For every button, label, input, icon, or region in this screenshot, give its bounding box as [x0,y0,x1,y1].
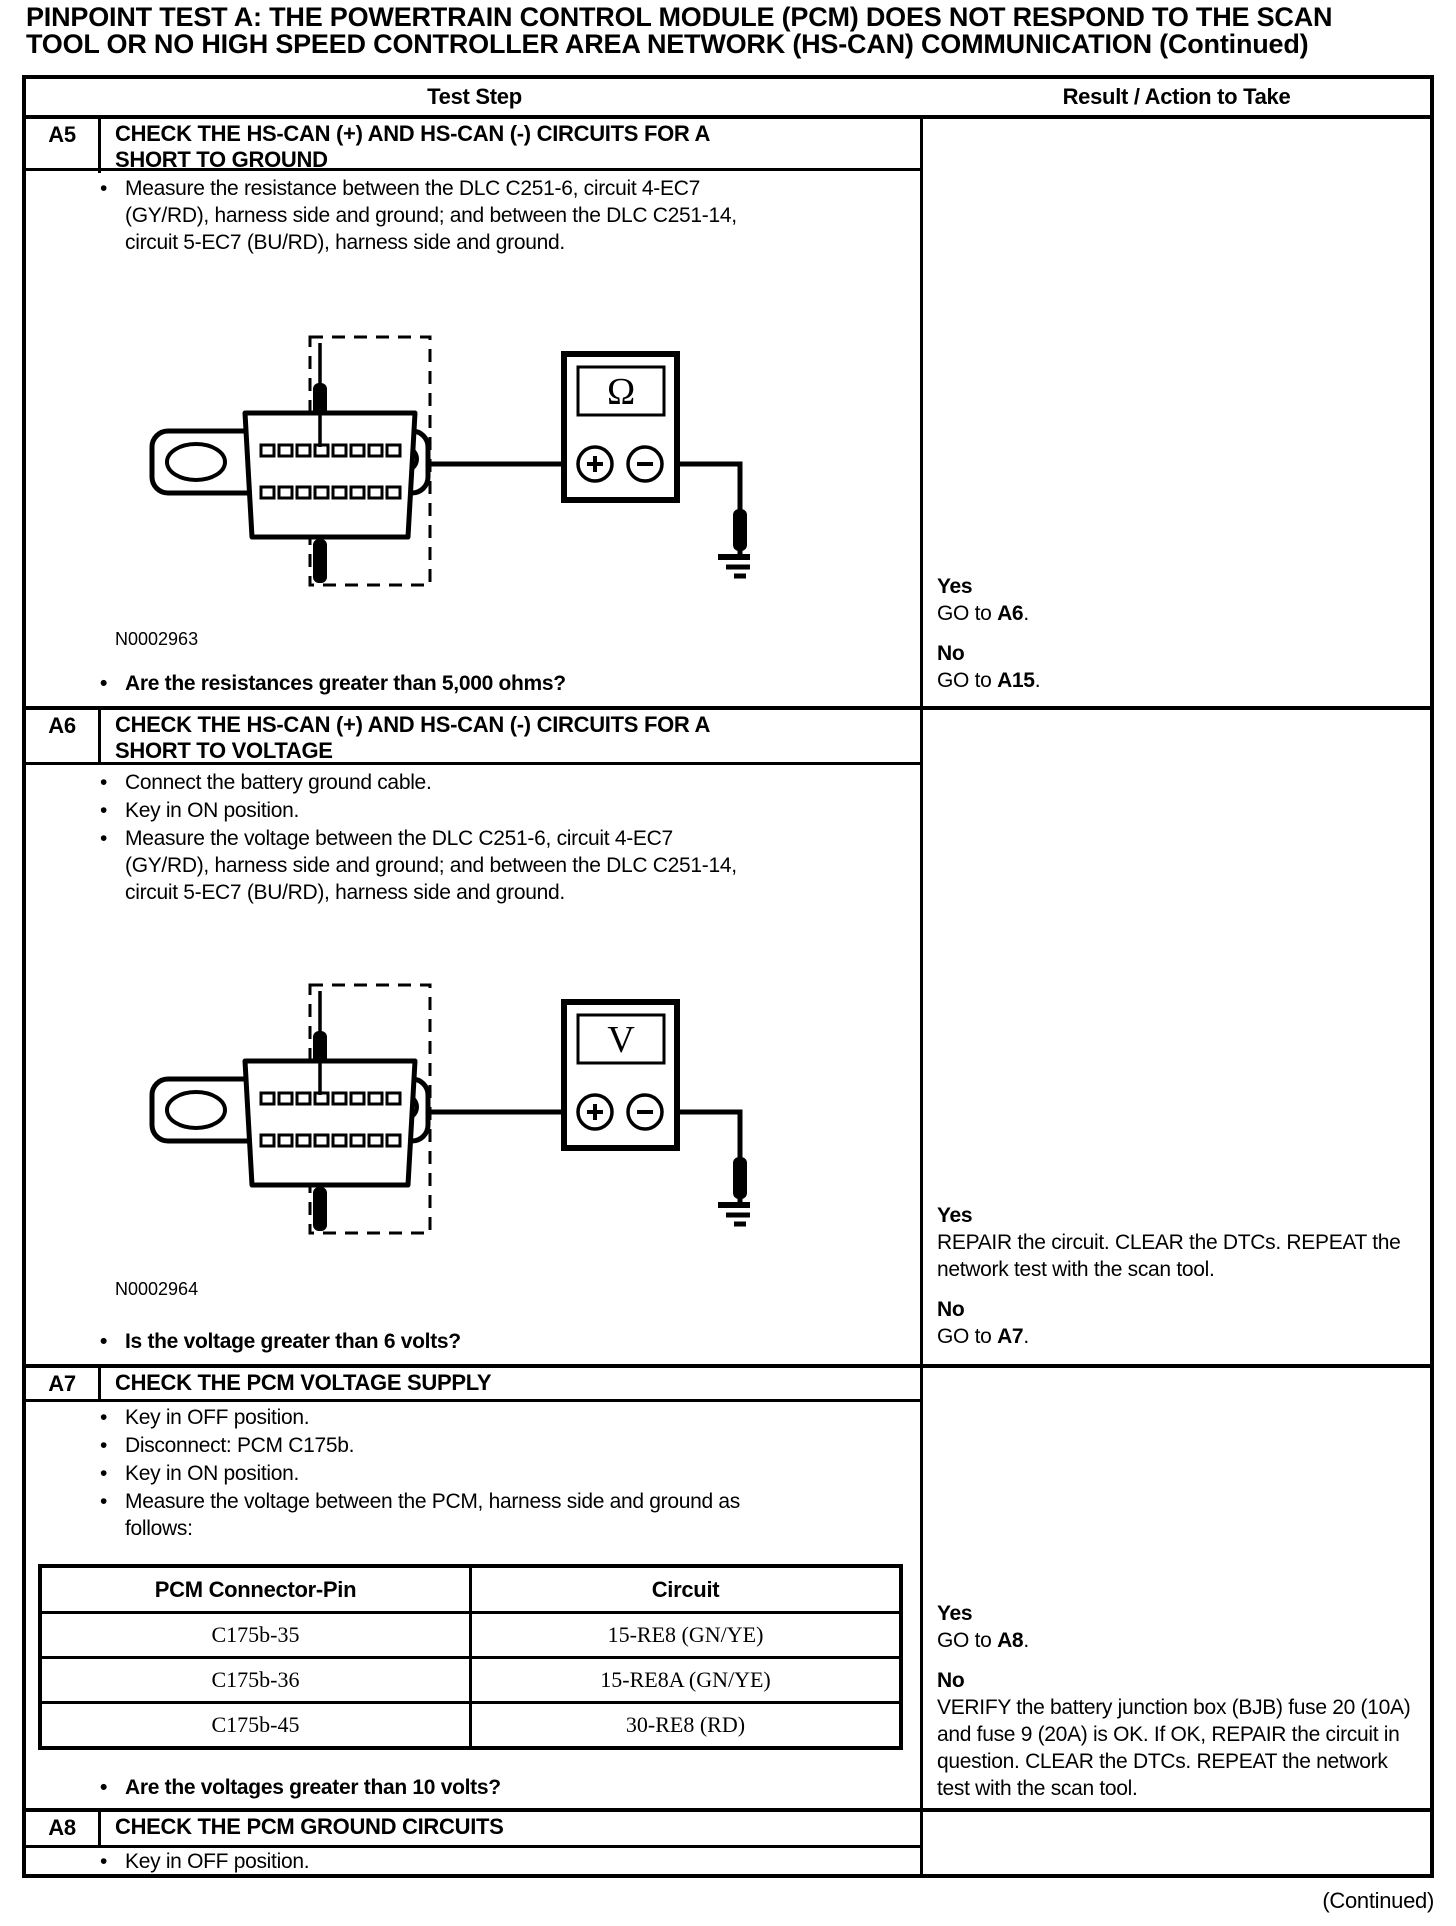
table-cell: C175b-36 [42,1659,472,1701]
step-a5-header-band [26,119,920,171]
step-a8-result-cell [923,1812,1430,1874]
step-a6-figure-id: N0002964 [115,1279,199,1299]
table-row [42,1614,899,1659]
bullet-item: • Key in ON position. [100,1460,760,1487]
step-a8-title: CHECK THE PCM GROUND CIRCUITS [115,1814,504,1839]
step-a5-title: CHECK THE HS-CAN (+) AND HS-CAN (-) CIRCUITS FOR A SHORT TO GROUND [115,121,710,172]
page-title-line2: TOOL OR NO HIGH SPEED CONTROLLER AREA NETWORK (HS-CAN) COMMUNICATION (Continued) [26,29,1309,59]
step-a6-question: • Is the voltage greater than 6 volts? [100,1329,905,1354]
step-a6-figure [130,977,750,1242]
step-a5-body [26,171,920,706]
bullet-item: • Key in OFF position. [100,1848,760,1875]
circuit-header: Circuit [651,1576,720,1602]
result-action: VERIFY the battery junction box (BJB) fuse 20 (10A) and fuse 9 (20A) is OK. If OK, REPAIR the circuit in question. CLEAR the DTCs. REPEAT the network test with the scan tool. [937,1696,1411,1800]
svg-text:Ω: Ω [607,371,635,413]
result-label: Yes [937,1204,973,1227]
step-a7-question: • Are the voltages greater than 10 volts? [100,1775,905,1800]
bullet-item: • Connect the battery ground cable. [100,769,760,796]
step-a7-result-cell [923,1368,1430,1808]
result-action: GO to A8. [937,1629,1029,1652]
step-a8-number: A8 [26,1812,101,1845]
table-cell: C175b-35 [42,1614,472,1656]
table-cell: 15-RE8 (GN/YE) [607,1622,764,1647]
result-label: Yes [937,575,973,598]
result-block [937,640,1422,694]
result-label: No [937,1669,965,1692]
page-title-line1: PINPOINT TEST A: THE POWERTRAIN CONTROL MODULE (PCM) DOES NOT RESPOND TO THE SCAN [26,2,1333,32]
step-a6-test-cell [26,710,923,1364]
step-a6-number: A6 [26,710,101,764]
result-action: GO to A6. [937,602,1029,625]
table-row [42,1704,899,1746]
step-a5-figure-id: N0002963 [115,629,199,649]
step-a5-bullets [100,175,760,257]
step-row-a6 [26,710,1430,1368]
pcm-pin-circuit-table [38,1564,903,1750]
step-a7-test-cell [26,1368,923,1808]
bullet-item: • Disconnect: PCM C175b. [100,1432,760,1459]
bullet-item: • Key in OFF position. [100,1404,760,1431]
step-a5-test-cell [26,119,923,706]
pinpoint-test-table [22,75,1434,1878]
svg-text:V: V [607,1019,635,1061]
bullet-item: • Measure the voltage between the DLC C251-6, circuit 4-EC7 (GY/RD), harness side and ground; and between the DLC C251-14, circuit 5-EC7 (BU/RD), harness side and ground. [100,825,760,906]
step-a7-body [26,1402,920,1808]
bullet-item: • Measure the voltage between the PCM, harness side and ground as follows: [100,1488,760,1542]
result-action: GO to A15. [937,669,1041,692]
step-a5-number: A5 [26,119,101,173]
step-a7-header-band [26,1368,920,1402]
bullet-item: • Key in ON position. [100,797,760,824]
step-a8-header-band [26,1812,920,1848]
step-a7-title: CHECK THE PCM VOLTAGE SUPPLY [115,1370,492,1395]
result-column-header: Result / Action to Take [1062,84,1291,109]
result-block [937,1202,1422,1283]
result-block [937,1667,1422,1802]
page-title [26,4,1450,58]
step-a7-number: A7 [26,1368,101,1399]
step-a7-bullets [100,1404,760,1543]
result-block [937,573,1422,627]
step-a6-body [26,765,920,1364]
step-a5-question: • Are the resistances greater than 5,000 ohms? [100,671,905,696]
step-row-a8 [26,1812,1430,1874]
step-a8-test-cell [26,1812,923,1874]
step-a6-header-band [26,710,920,765]
test-step-column-header: Test Step [427,84,522,109]
result-block [937,1600,1422,1654]
table-cell: 15-RE8A (GN/YE) [600,1667,771,1692]
continued-note: (Continued) [1322,1888,1434,1913]
result-label: No [937,642,965,665]
result-block [937,1296,1422,1350]
result-action: GO to A7. [937,1325,1029,1348]
step-row-a7 [26,1368,1430,1812]
result-label: Yes [937,1602,973,1625]
step-a8-body [26,1848,920,1874]
step-row-a5 [26,119,1430,710]
step-a6-title: CHECK THE HS-CAN (+) AND HS-CAN (-) CIRCUITS FOR A SHORT TO VOLTAGE [115,712,710,763]
table-cell: C175b-45 [42,1704,472,1746]
table-row [42,1659,899,1704]
step-a5-result-cell [923,119,1430,706]
step-a8-bullets [100,1848,760,1876]
table-header-row [26,79,1430,119]
pcm-connector-pin-header: PCM Connector-Pin [42,1568,472,1611]
pcm-pin-circuit-table-header [42,1568,899,1614]
bullet-item: • Measure the resistance between the DLC C251-6, circuit 4-EC7 (GY/RD), harness side and ground; and between the DLC C251-14, circuit 5-EC7 (BU/RD), harness side and ground. [100,175,760,256]
step-a5-figure [130,329,750,594]
pcm-pin-circuit-table-body [42,1614,899,1746]
step-a6-result-cell [923,710,1430,1364]
step-a6-bullets [100,769,760,907]
result-action: REPAIR the circuit. CLEAR the DTCs. REPEAT the network test with the scan tool. [937,1231,1401,1281]
table-cell: 30-RE8 (RD) [625,1712,746,1737]
result-label: No [937,1298,965,1321]
